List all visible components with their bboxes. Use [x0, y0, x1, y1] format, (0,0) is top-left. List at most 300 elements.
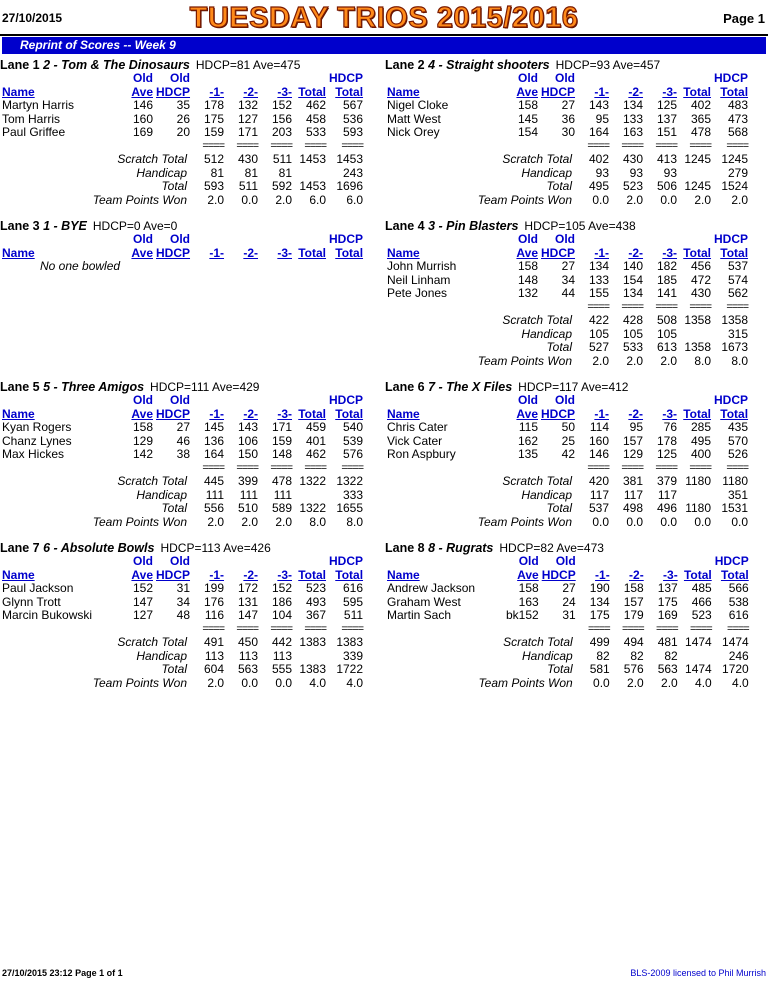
summary-value: 442	[271, 635, 293, 649]
player-row	[385, 113, 751, 127]
player-row	[385, 260, 751, 274]
summary-value: 0.0	[241, 192, 259, 207]
summary-value: 1358	[684, 340, 712, 354]
summary-label: Team Points Won	[477, 353, 573, 368]
column-header-top: Old	[518, 554, 539, 568]
summary-value: 1722	[336, 662, 364, 676]
column-header: -2-	[629, 567, 644, 582]
column-header-top: Old	[133, 71, 153, 85]
player-name: Kyan Rogers	[2, 420, 72, 434]
handicap-row	[0, 167, 366, 181]
column-header-top: Old	[555, 71, 576, 85]
summary-value: 491	[203, 635, 225, 649]
lane-title	[0, 380, 259, 394]
score-table	[385, 394, 751, 529]
summary-value: 1358	[721, 313, 749, 327]
player-score: 593	[343, 125, 364, 139]
player-score: 129	[132, 433, 153, 448]
summary-value: 512	[203, 152, 225, 166]
team-name: 5 - Three Amigos	[43, 380, 145, 394]
summary-value: 1655	[336, 501, 364, 515]
summary-label: Total	[547, 662, 573, 676]
summary-value: 478	[271, 474, 293, 488]
summary-value: 0.0	[592, 192, 610, 207]
player-score: 115	[518, 420, 538, 434]
player-score: 175	[657, 594, 678, 609]
summary-value: 4.0	[309, 675, 327, 690]
summary-value: 315	[728, 326, 749, 341]
separator: ====	[236, 140, 259, 153]
column-header: Ave	[131, 84, 153, 99]
player-score: 154	[622, 272, 644, 287]
separator: ====	[689, 462, 712, 475]
player-score: 182	[656, 259, 678, 273]
column-header: Ave	[131, 406, 153, 421]
player-name: Nigel Cloke	[387, 98, 449, 112]
total-row	[385, 341, 751, 355]
column-header-top	[613, 555, 647, 569]
column-header: -3-	[662, 406, 678, 421]
column-header: Total	[298, 245, 327, 260]
separator-row	[0, 623, 366, 637]
player-score: 576	[343, 447, 364, 461]
summary-value: 613	[656, 340, 678, 354]
player-score: 146	[588, 447, 610, 461]
column-header-top	[295, 555, 329, 569]
player-score: 50	[561, 420, 576, 434]
summary-value: 499	[589, 635, 610, 649]
column-header-top	[578, 72, 612, 86]
column-header-top: HDCP	[329, 554, 364, 568]
lane-number: Lane 7	[0, 541, 40, 555]
summary-value: 592	[271, 179, 293, 193]
player-score: 31	[176, 581, 191, 595]
player-score: 435	[728, 420, 749, 434]
summary-value: 81	[278, 165, 293, 180]
summary-value: 2.0	[660, 353, 678, 368]
column-header: Name	[387, 84, 420, 99]
column-header-top: HDCP	[714, 393, 749, 407]
summary-value: 1322	[336, 474, 364, 488]
summary-label: Handicap	[136, 165, 188, 180]
summary-value: 81	[244, 165, 259, 180]
summary-label: Handicap	[521, 165, 573, 180]
player-score: 134	[588, 259, 610, 273]
lane-title	[385, 219, 636, 233]
total-row	[385, 663, 752, 677]
player-score: 595	[343, 594, 364, 609]
player-score: 574	[728, 272, 749, 287]
total-row	[385, 502, 751, 516]
separator-row	[0, 462, 366, 476]
points-row	[385, 516, 751, 530]
player-score: 148	[517, 272, 538, 287]
column-header-top	[193, 555, 227, 569]
column-header: -1-	[595, 567, 610, 582]
summary-value: 1245	[684, 152, 712, 166]
column-header-top	[385, 555, 506, 569]
summary-value: 593	[203, 179, 225, 193]
player-name: Andrew Jackson	[387, 581, 476, 595]
column-header-top	[612, 394, 646, 408]
player-score: 523	[305, 581, 327, 595]
player-score: 616	[728, 608, 749, 622]
summary-value: 589	[271, 501, 293, 515]
player-row	[385, 421, 751, 435]
column-header-top: HDCP	[329, 71, 364, 85]
player-score: 199	[203, 581, 225, 595]
player-score: 163	[518, 594, 539, 609]
player-score: 42	[561, 447, 576, 461]
summary-value: 117	[589, 487, 610, 502]
summary-label: Handicap	[136, 648, 188, 663]
lane-title	[385, 541, 604, 555]
summary-value: 420	[588, 474, 610, 488]
separator-row	[385, 140, 751, 154]
team-handicap-info: HDCP=93 Ave=457	[555, 58, 661, 72]
summary-value: 495	[588, 179, 610, 193]
summary-value: 563	[237, 662, 259, 676]
player-row	[0, 113, 366, 127]
player-score: 539	[343, 433, 364, 448]
player-score: 462	[305, 447, 327, 461]
player-score: 493	[305, 594, 327, 609]
column-header-top: Old	[170, 554, 191, 568]
summary-value: 1180	[685, 474, 712, 488]
summary-value: 1453	[299, 152, 327, 166]
summary-label: Scratch Total	[117, 152, 188, 166]
summary-label: Total	[546, 179, 573, 193]
player-score: 523	[691, 608, 712, 622]
summary-value: 1180	[685, 501, 712, 515]
column-header-top	[227, 72, 261, 86]
player-score: 367	[305, 608, 327, 622]
points-row	[0, 516, 366, 530]
player-score: 95	[595, 111, 610, 126]
column-header: -2-	[628, 406, 644, 421]
column-header-top: HDCP	[329, 393, 364, 407]
player-score: 104	[271, 608, 293, 622]
player-score: 401	[305, 433, 327, 448]
player-score: 190	[589, 581, 610, 595]
summary-value: 496	[656, 501, 678, 515]
player-name: Martyn Harris	[2, 98, 75, 112]
player-score: 147	[132, 594, 153, 609]
column-header: Total	[335, 245, 364, 260]
summary-value: 113	[238, 648, 259, 663]
summary-value: 1720	[722, 662, 749, 676]
team-handicap-info: HDCP=81 Ave=475	[195, 58, 301, 72]
player-name: Chris Cater	[387, 420, 448, 434]
player-score: 125	[656, 447, 678, 461]
separator: ====	[270, 140, 293, 153]
column-header-top	[612, 72, 646, 86]
summary-value: 117	[657, 487, 678, 502]
column-header-top	[261, 555, 295, 569]
summary-value	[681, 650, 715, 664]
separator: ====	[690, 623, 712, 636]
separator: ====	[621, 462, 644, 475]
column-header-top	[227, 555, 261, 569]
player-score: 20	[176, 125, 191, 139]
column-header-top	[681, 555, 715, 569]
summary-label: Total	[546, 340, 573, 354]
player-score: 160	[588, 433, 610, 448]
separator-row	[0, 140, 366, 154]
player-row	[0, 609, 366, 623]
column-header: -1-	[594, 84, 610, 99]
column-header: Name	[2, 406, 35, 421]
column-header-top: Old	[133, 554, 153, 568]
no-bowlers-note: No one bowled	[40, 259, 121, 273]
column-header: Total	[683, 84, 712, 99]
summary-value: 563	[657, 662, 678, 676]
column-header-top: Old	[518, 393, 538, 407]
player-score: 159	[271, 433, 293, 448]
player-score: 175	[589, 608, 610, 622]
player-score: 533	[305, 125, 327, 139]
player-score: 430	[690, 286, 712, 300]
summary-value: 1524	[721, 179, 749, 193]
summary-value: 2.0	[275, 192, 293, 207]
player-score: 36	[561, 111, 576, 126]
column-header: -1-	[209, 245, 225, 260]
summary-value: 2.0	[207, 675, 225, 690]
player-score: 27	[561, 98, 576, 112]
summary-value: 2.0	[275, 514, 293, 529]
total-row	[0, 502, 366, 516]
summary-label: Total	[546, 501, 573, 515]
summary-label: Scratch Total	[502, 313, 573, 327]
player-score: 148	[271, 447, 293, 461]
column-header-top: HDCP	[714, 232, 749, 246]
player-score: 48	[176, 608, 191, 622]
separator: ====	[689, 140, 712, 153]
player-name: Paul Jackson	[2, 581, 74, 595]
player-score: bk152	[506, 608, 539, 622]
column-header: -3-	[277, 406, 293, 421]
separator-row	[385, 301, 751, 315]
summary-value: 2.0	[627, 675, 644, 690]
player-score: 172	[237, 581, 259, 595]
summary-value: 1474	[685, 662, 712, 676]
summary-value: 2.0	[694, 192, 712, 207]
player-score: 466	[691, 594, 712, 609]
player-score: 186	[271, 594, 293, 609]
column-header: -3-	[277, 84, 293, 99]
summary-value: 8.0	[731, 353, 749, 368]
player-score: 163	[622, 125, 644, 139]
player-score: 141	[656, 286, 678, 300]
team-name: 1 - BYE	[43, 219, 87, 233]
score-table	[385, 555, 752, 690]
player-score: 567	[343, 98, 364, 112]
summary-label: Handicap	[521, 326, 573, 341]
player-score: 114	[589, 420, 610, 434]
player-name: Marcin Bukowski	[2, 608, 93, 622]
summary-value: 1696	[336, 179, 364, 193]
summary-value: 113	[204, 648, 225, 663]
player-score: 179	[623, 608, 644, 622]
player-row	[385, 596, 752, 610]
player-score: 160	[132, 111, 153, 126]
player-score: 511	[343, 608, 364, 622]
lane-number: Lane 2	[385, 58, 425, 72]
player-row	[0, 435, 366, 449]
summary-value: 498	[622, 501, 644, 515]
player-score: 162	[517, 433, 538, 448]
summary-value: 1322	[299, 501, 327, 515]
player-score: 116	[204, 608, 225, 622]
column-header: Total	[298, 84, 327, 99]
player-row	[0, 448, 366, 462]
separator: ====	[655, 140, 678, 153]
column-header-top	[193, 72, 227, 86]
separator-row	[385, 462, 751, 476]
lane-number: Lane 1	[0, 58, 40, 72]
week-banner: Reprint of Scores -- Week 9	[2, 37, 766, 54]
player-row	[0, 99, 366, 113]
summary-value: 1383	[299, 662, 327, 676]
team-name: 7 - The X Files	[428, 380, 513, 394]
summary-label: Handicap	[522, 648, 573, 663]
lane-number: Lane 3	[0, 219, 40, 233]
player-name: John Murrish	[387, 259, 457, 273]
player-score: 147	[237, 608, 259, 622]
player-score: 38	[176, 447, 191, 461]
column-header-top	[647, 555, 681, 569]
team-handicap-info: HDCP=113 Ave=426	[160, 541, 271, 555]
summary-value: 243	[343, 165, 364, 180]
summary-value: 8.0	[694, 353, 712, 368]
summary-value: 0.0	[626, 514, 644, 529]
player-name: Matt West	[387, 111, 441, 126]
summary-value: 533	[622, 340, 644, 354]
column-header: -1-	[209, 567, 225, 582]
lane-title	[0, 58, 300, 72]
column-header: Total	[335, 84, 364, 99]
player-name: Paul Griffee	[2, 125, 66, 139]
team-name: 8 - Rugrats	[428, 541, 494, 555]
column-header: Name	[2, 84, 35, 99]
player-score: 402	[690, 98, 712, 112]
team-handicap-info: HDCP=0 Ave=0	[92, 219, 178, 233]
separator: ====	[622, 623, 644, 636]
player-row	[0, 582, 366, 596]
player-row	[385, 287, 751, 301]
separator: ====	[341, 623, 364, 636]
summary-value: 508	[656, 313, 678, 327]
summary-value: 4.0	[732, 675, 749, 690]
points-row	[0, 194, 366, 208]
points-row	[385, 355, 751, 369]
summary-value: 576	[623, 662, 644, 676]
summary-value: 481	[657, 635, 678, 649]
column-header: HDCP	[156, 567, 191, 582]
score-table	[0, 555, 366, 690]
separator: ====	[341, 462, 364, 475]
column-header-top	[261, 72, 295, 86]
column-header: -1-	[209, 84, 225, 99]
column-header-top	[227, 394, 261, 408]
summary-value: 422	[588, 313, 610, 327]
summary-value: 1531	[721, 501, 749, 515]
scratch-total-row	[385, 153, 751, 167]
summary-label: Scratch Total	[502, 474, 573, 488]
player-name: Chanz Lynes	[2, 433, 72, 448]
player-score: 158	[623, 581, 644, 595]
player-score: 131	[237, 594, 259, 609]
column-header: Total	[298, 406, 327, 421]
summary-value: 93	[663, 165, 678, 180]
scratch-total-row	[385, 636, 752, 650]
separator: ====	[202, 623, 225, 636]
summary-value: 8.0	[309, 514, 327, 529]
column-header-top: Old	[170, 71, 191, 85]
player-score: 132	[517, 286, 538, 300]
summary-value: 105	[588, 326, 610, 341]
player-score: 537	[728, 259, 749, 273]
player-score: 127	[132, 608, 153, 622]
column-header-top	[385, 72, 506, 86]
player-score: 526	[728, 447, 749, 461]
separator: ====	[621, 140, 644, 153]
player-score: 46	[176, 433, 191, 448]
summary-value: 2.0	[626, 353, 644, 368]
summary-value: 4.0	[695, 675, 712, 690]
summary-value: 0.0	[694, 514, 712, 529]
summary-label: Team Points Won	[92, 675, 188, 690]
footer-timestamp: 27/10/2015 23:12 Page 1 of 1	[2, 968, 123, 978]
separator: ====	[304, 623, 327, 636]
column-header: Ave	[516, 245, 538, 260]
player-score: 473	[728, 111, 749, 126]
team-handicap-info: HDCP=105 Ave=438	[524, 219, 636, 233]
player-score: 26	[176, 111, 191, 126]
column-header-top	[295, 72, 329, 86]
column-header: HDCP	[156, 245, 191, 260]
player-score: 145	[517, 111, 538, 126]
lane-number: Lane 6	[385, 380, 425, 394]
column-header: Ave	[516, 84, 538, 99]
player-score: 169	[132, 125, 153, 139]
player-score: 178	[656, 433, 678, 448]
player-score: 35	[176, 98, 191, 112]
column-header: Total	[683, 406, 712, 421]
player-score: 157	[623, 594, 644, 609]
summary-value: 413	[656, 152, 678, 166]
player-score: 478	[690, 125, 712, 139]
separator: ====	[727, 623, 749, 636]
summary-value: 113	[272, 648, 293, 663]
summary-value: 527	[588, 340, 610, 354]
lane-number: Lane 4	[385, 219, 425, 233]
player-score: 178	[203, 98, 225, 112]
player-score: 171	[271, 420, 293, 434]
column-header: Name	[2, 567, 35, 582]
column-header: Ave	[517, 567, 539, 582]
column-header-top	[579, 555, 613, 569]
player-score: 44	[561, 286, 576, 300]
summary-label: Total	[161, 501, 188, 515]
column-header: Total	[683, 567, 712, 582]
column-header: -3-	[277, 567, 293, 582]
column-header-top	[680, 233, 714, 247]
player-score: 459	[305, 420, 327, 434]
summary-value: 82	[630, 648, 644, 663]
header-divider	[0, 34, 768, 36]
summary-value: 1322	[299, 474, 327, 488]
